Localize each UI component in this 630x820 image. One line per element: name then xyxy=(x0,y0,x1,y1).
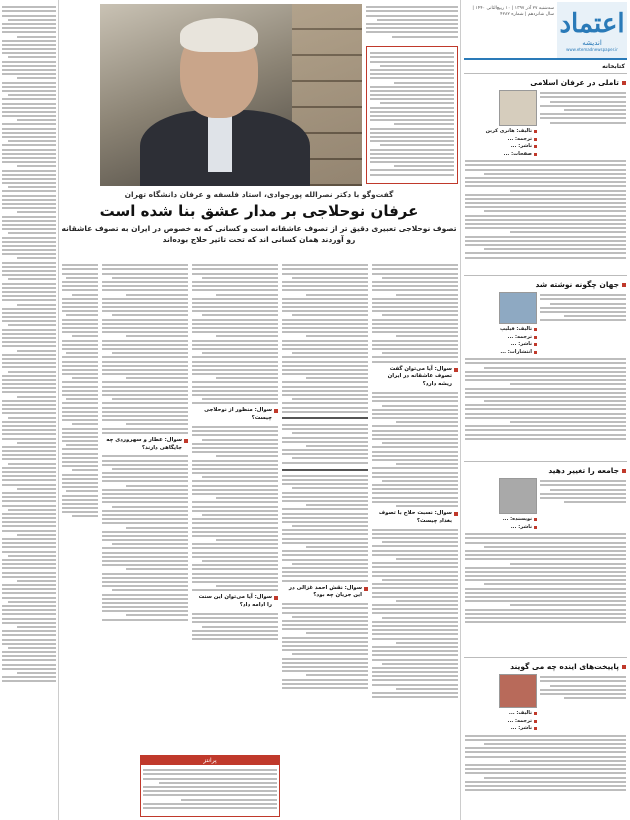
book-meta: تالیف: فیلیپ ترجمه: ... ناشر: ... انتشارات: ... xyxy=(499,326,537,356)
column-divider xyxy=(58,0,59,820)
footnote-label: پرانتز xyxy=(141,756,279,765)
book-cover-image xyxy=(499,90,537,126)
interview-question: سوال: عطار و سهروردی چه جایگاهی دارند؟ xyxy=(102,437,188,453)
article-kicker: گفت‌وگو با دکتر نصرالله پورجوادی، استاد فلسفه و عرفان دانشگاه تهران xyxy=(124,190,394,199)
section-label: کتابخانه xyxy=(602,63,625,70)
book-meta: تالیف: هانری کربن ترجمه: ... ناشر: ... صفحات: ... xyxy=(486,128,537,158)
article-column xyxy=(102,262,188,623)
book-item xyxy=(464,275,627,461)
masthead xyxy=(464,2,627,60)
square-bullet-icon xyxy=(622,665,626,669)
intro-box xyxy=(366,46,458,184)
top-quote xyxy=(366,4,458,44)
book-title: جهان چگونه نوشته شد xyxy=(465,280,626,289)
issue-info: سه‌شنبه ۲۷ آذر ۱۳۹۷ | ۱۰ ربیع‌الثانی ۱۴۴۰ | سال شانزدهم | شماره ۴۲۸۲ xyxy=(472,6,554,18)
interview-question: سوال: نقش احمد غزالی در این جریان چه بود؟ xyxy=(282,585,368,601)
article-column xyxy=(62,262,98,520)
book-title: جامعه را تغییر دهید xyxy=(465,466,626,475)
book-cover-image xyxy=(499,478,537,514)
section-name: اندیشه xyxy=(582,38,602,47)
interview-question: سوال: آیا می‌توان این سنت را ادامه داد؟ xyxy=(192,594,278,610)
book-item xyxy=(464,73,627,275)
pull-quote xyxy=(282,417,368,471)
book-meta: تالیف: ... ترجمه: ... ناشر: ... xyxy=(499,710,537,733)
site-url: www.etemadnewspaper.ir xyxy=(566,46,618,52)
square-bullet-icon xyxy=(622,81,626,85)
square-bullet-icon xyxy=(622,283,626,287)
square-bullet-icon xyxy=(622,469,626,473)
book-cover-image xyxy=(499,292,537,324)
interview-question: سوال: آیا می‌توان گفت تصوف عاشقانه در ایران ریشه دارد؟ xyxy=(372,366,458,389)
logo-box xyxy=(557,2,627,58)
article-lead: تصوف نوحلاجی تعبیری دقیق تر از تصوف عاشقانه است و کسانی که به خصوص در ایران به تصوف عاشقانه رو آوردند همان کسانی اند که تحت تاثیر حلاج بوده‌اند xyxy=(61,224,457,244)
article-column xyxy=(192,262,278,642)
article-column xyxy=(282,262,368,691)
logo: اعتماد xyxy=(559,8,625,39)
book-meta: نویسنده: ... ناشر: ... xyxy=(499,516,537,531)
sidebar xyxy=(460,0,630,820)
footnote-box xyxy=(140,755,280,817)
book-title: تاملی در عرفان اسلامی xyxy=(465,78,626,87)
interviewee-photo xyxy=(100,4,362,186)
book-cover-image xyxy=(499,674,537,708)
book-item xyxy=(464,461,627,657)
article-headline: عرفان نوحلاجی بر مدار عشق بنا شده است xyxy=(99,202,419,220)
book-item xyxy=(464,657,627,817)
book-title: پاییخت‌های اینده چه می گویند xyxy=(465,662,626,671)
continuation-column xyxy=(2,4,56,685)
article-column xyxy=(372,262,458,700)
interview-question: سوال: نسبت حلاج با تصوف بغداد چیست؟ xyxy=(372,510,458,526)
interview-question: سوال: منظور از نوحلاجی چیست؟ xyxy=(192,407,278,423)
